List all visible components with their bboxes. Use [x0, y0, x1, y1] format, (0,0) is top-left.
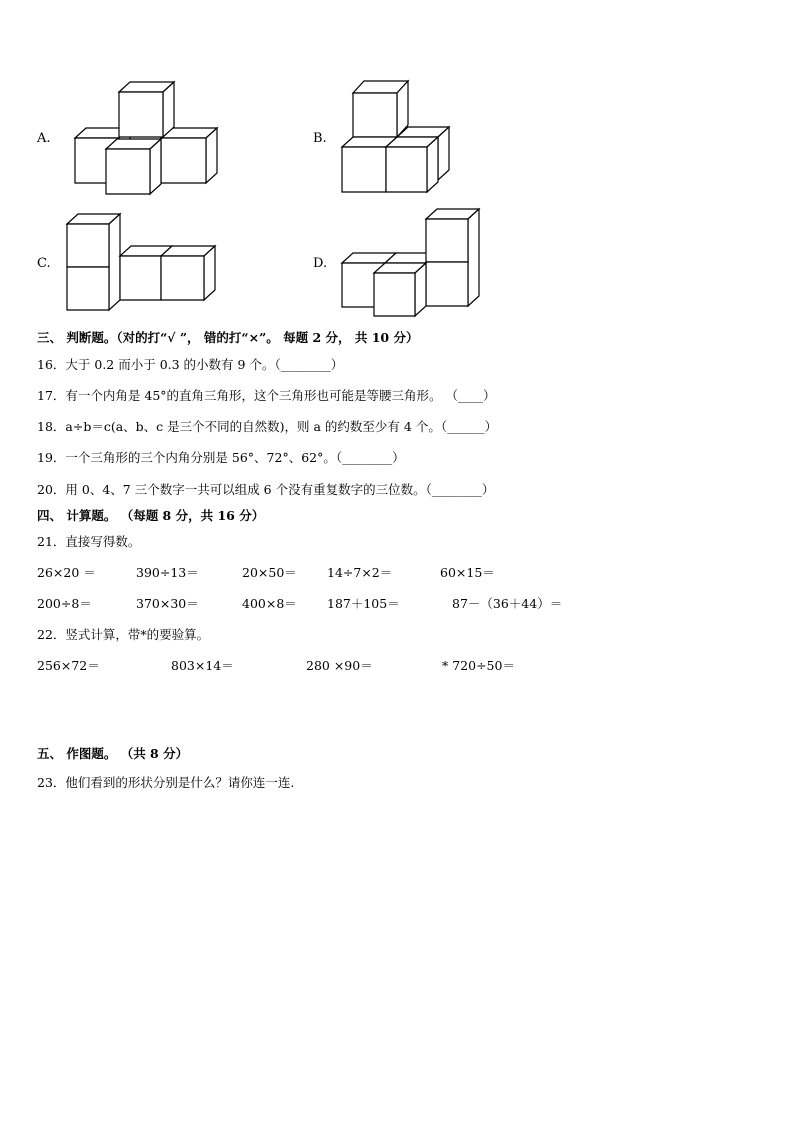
section5-heading: 五、 作图题。 （共 8 分）: [37, 746, 189, 761]
calc-item: 14÷7×2＝: [327, 565, 393, 580]
question-18: 18．a÷b＝c(a、b、c 是三个不同的自然数)，则 a 的约数至少有 4 个。（______）: [37, 419, 498, 434]
question-22: 22．竖式计算，带*的要验算。: [37, 627, 210, 642]
calc-item: 60×15＝: [440, 565, 495, 580]
calc-item: 26×20 ＝: [37, 565, 96, 580]
question-17: 17．有一个内角是 45°的直角三角形，这个三角形也可能是等腰三角形。 （____）: [37, 388, 496, 403]
vertical-calc-item: * 720÷50＝: [442, 658, 515, 673]
calc-item: 400×8＝: [242, 596, 297, 611]
question-21: 21．直接写得数。: [37, 534, 141, 549]
question-19: 19．一个三角形的三个内角分别是 56°、72°、62°。（________）: [37, 450, 405, 465]
vertical-calc-item: 280 ×90＝: [306, 658, 373, 673]
calc-item: 370×30＝: [136, 596, 199, 611]
question-16: 16．大于 0.2 而小于 0.3 的小数有 9 个。（________）: [37, 357, 344, 372]
calc-item: 20×50＝: [242, 565, 297, 580]
option-c-label: C.: [37, 256, 51, 271]
calc-item: 390÷13＝: [136, 565, 199, 580]
question-23: 23．他们看到的形状分别是什么？请你连一连.: [37, 775, 295, 790]
option-d-label: D.: [313, 256, 328, 271]
section3-heading: 三、 判断题。（对的打“√ ”， 错的打“×”。 每题 2 分， 共 10 分）: [37, 330, 419, 345]
question-20: 20．用 0、4、7 三个数字一共可以组成 6 个没有重复数字的三位数。（________）: [37, 482, 495, 497]
vertical-calc-item: 256×72＝: [37, 658, 100, 673]
calc-item: 200÷8＝: [37, 596, 92, 611]
calc-item: 87－（36＋44）＝: [452, 596, 563, 611]
option-b-label: B.: [313, 131, 327, 146]
calc-item: 187＋105＝: [327, 596, 400, 611]
section4-heading: 四、 计算题。 （每题 8 分，共 16 分）: [37, 508, 265, 523]
vertical-calc-item: 803×14＝: [171, 658, 234, 673]
option-d-figure: [0, 0, 794, 330]
option-a-label: A.: [37, 131, 51, 146]
